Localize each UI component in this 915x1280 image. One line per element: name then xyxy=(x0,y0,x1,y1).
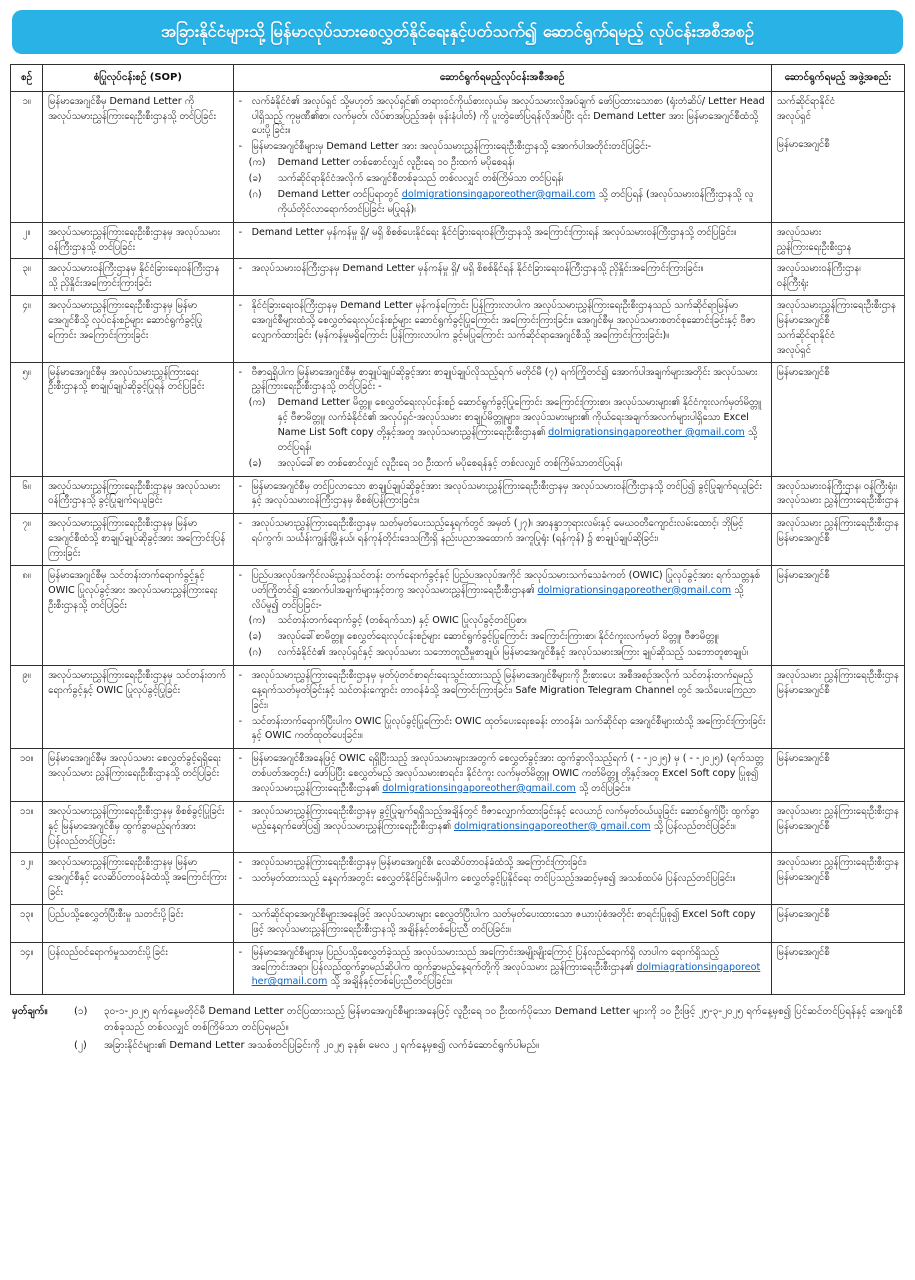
organization-cell xyxy=(771,91,904,222)
notes-label: မှတ်ချက်။ xyxy=(12,1006,48,1018)
table-row xyxy=(11,476,905,514)
text-segment: အလုပ်သမားဝန်ကြီးဌာနမှ Demand Letter မှန်ကန်မှု ရှိ/ မရှိ စိစစ်နိုင်ရန် နိုင်ငံခြားရေးဝန်ကြီးဌာနသို့ ညှိနှိုင်းအကြောင်းကြားခြင်း။ xyxy=(251,263,704,275)
item-marker: (က) xyxy=(248,615,266,627)
table-row xyxy=(11,91,905,222)
item-marker: - xyxy=(238,300,243,312)
text-segment: အလုပ်ခေါ်စာမိတ္တူ၊ စေလွှတ်ရေးလုပ်ငန်းစဉ်များ ဆောင်ရွက်ခွင့်ပြုကြောင်း အကြောင်းကြားစာ၊ နိုင်ငံကူးလက်မှတ် မိတ္တူ၊ ဗီဇာမိတ္တူ၊ xyxy=(277,631,719,643)
procedure-cell xyxy=(233,853,771,905)
text-segment: လက်ခံနိုင်ငံ၏ အလုပ်ရှင်နှင့် အလုပ်သမား သဘောတူညီမှုစာချုပ်၊ မြန်မာအေဂျင်စီနှင့် အလုပ်သမားအကြား ချုပ်ဆိုသည့် သဘောတူစာချုပ်၊ xyxy=(277,647,749,659)
text-segment: သို့ လိပ်မူ၍ တင်ပြခြင်း- xyxy=(251,584,744,611)
org-line: မြန်မာအေဂျင်စီ xyxy=(776,533,830,545)
table-row xyxy=(11,942,905,995)
header-sop: စံပြုလုပ်ငန်းစဉ် (SOP) xyxy=(43,65,233,92)
item-text xyxy=(252,226,766,241)
organization-cell xyxy=(771,853,904,905)
org-line: သက်ဆိုင်ရာနိုင်ငံ xyxy=(776,329,836,341)
item-marker: - xyxy=(238,715,243,727)
item-marker: - xyxy=(238,873,243,885)
sop-cell: အလုပ်သမားညွှန်ကြားရေးဦးစီးဌာနမှ အလုပ်သမားဝန်ကြီးဌာနသို့ တင်ပြခြင်း xyxy=(43,222,233,259)
table-row xyxy=(11,565,905,665)
text-segment: မြန်မာအေဂျင်စီများမှ ပြည်ပသို့စေလွှတ်ခဲ့သည့် အလုပ်သမားသည် အကြောင်းအမျိုးမျိုးကြောင့် ပြန်လည်ရောက်ရှိ လာပါက ရောက်ရှိသည့်အကြောင်းအရာ၊ ပြန်လည်ထွက်ခွာမည်ဆိုပါက ထွက်ခွာမည့်နေ့ရက်တို့ကို အလုပ်သမား ညွှန်ကြားရေးဦးစီးဌာန၏ xyxy=(251,946,719,973)
text-segment: သို့ ပြန်လည်တင်ပြခြင်း။ xyxy=(650,820,736,832)
item-text xyxy=(252,95,766,140)
organization-cell xyxy=(771,222,904,259)
text-segment: Demand Letter တင်ပြရာတွင် xyxy=(277,188,402,200)
procedure-item xyxy=(239,805,766,835)
procedure-cell xyxy=(233,749,771,802)
note-number: (၁) xyxy=(74,1006,88,1018)
procedure-item xyxy=(239,366,766,396)
org-line: အလုပ်သမား xyxy=(776,226,822,238)
item-text xyxy=(252,569,766,614)
item-text xyxy=(278,630,766,645)
item-marker: - xyxy=(238,95,243,107)
text-segment: Demand Letter မိတ္တူ၊ စေလွှတ်ရေးလုပ်ငန်းစဉ် ဆောင်ရွက်ခွင့်ပြုကြောင်း အကြောင်းကြားစာ၊ အလုပ်သမားများ၏ နိုင်ငံကူးလက်မှတ်မိတ္တူနှင့် ဗီဇာမိတ္တူ၊ လက်ခံနိုင်ငံ၏ အလုပ်ရှင်-အလုပ်သမား စာချုပ်မိတ္တူများ၊ အလုပ်သမားများ၏ ကိုယ်ရေးအချက်အလက်များပါရှိသော Excel Name List Soft copy တို့နှင့်အတူ အလုပ်သမားညွှန်ကြားရေးဦးစီးဌာန၏ xyxy=(277,397,762,438)
text-segment: Demand Letter တစ်စောင်လျှင် လူဦးရေ ၁၀ ဦးထက် မပိုစေရန်၊ xyxy=(277,157,515,169)
text-segment: အလုပ်သမားညွှန်ကြားရေးဦးစီးဌာနမှ ခွင့်ပြုချက်ရရှိသည့်အချိန်တွင် ဗီဇာလျှောက်ထားခြင်းနှင့် လေယာဉ် လက်မှတ်ဝယ်ယူခြင်း ဆောင်ရွက်ပြီး ထွက်ခွာမည့်နေ့ရက်ဖော်ပြ၍ အလုပ်သမားညွှန်ကြားရေးဦးစီးဌာန၏ xyxy=(251,805,760,832)
procedure-item xyxy=(239,752,766,797)
item-marker: (က) xyxy=(248,397,266,409)
serial-cell: ၆။ xyxy=(11,476,43,514)
sop-cell: အလုပ်သမားဝန်ကြီးဌာနမှ နိုင်ငံခြားရေးဝန်ကြီးဌာနသို့ ညှိနှိုင်းအကြောင်းကြားခြင်း xyxy=(43,259,233,296)
organization-cell xyxy=(771,259,904,296)
procedure-item xyxy=(239,480,766,510)
table-header-row xyxy=(11,65,905,92)
text-segment: သို့ တင်ပြခြင်း။ xyxy=(575,783,631,794)
serial-cell: ၂။ xyxy=(11,222,43,259)
item-text xyxy=(252,872,766,887)
procedure-item xyxy=(249,156,766,171)
org-line: အလုပ်သမားဝန်ကြီးဌာန၊ xyxy=(776,263,861,275)
org-line: မြန်မာအေဂျင်စီ xyxy=(776,314,830,326)
sop-cell: မြန်မာအေဂျင်စီမှ အလုပ်သမား စေလွှတ်ခွင့်ရရှိရေး အလုပ်သမား ညွှန်ကြားရေးဦးစီးဌာနသို့ တင်ပြခြင်း xyxy=(43,749,233,802)
serial-cell: ၇။ xyxy=(11,514,43,566)
item-text xyxy=(252,669,766,714)
organization-cell xyxy=(771,801,904,853)
item-marker: (ခ) xyxy=(248,631,262,643)
procedure-cell xyxy=(233,514,771,566)
item-text xyxy=(278,646,766,661)
organization-cell xyxy=(771,476,904,514)
procedure-cell xyxy=(233,476,771,514)
serial-cell: ၃။ xyxy=(11,259,43,296)
item-text xyxy=(252,856,766,871)
note-text: အခြားနိုင်ငံများ၏ Demand Letter အသစ်တင်ပြခြင်းကို ၂၀၂၅ ခုနှစ်၊ မေလ ၂ ရက်နေ့မှစ၍ လက်ခံဆောင်ရွက်ပါမည်။ xyxy=(104,1040,540,1052)
item-text xyxy=(252,366,766,396)
org-line: အလုပ်သမား ညွှန်ကြားရေးဦးစီးဌာန xyxy=(776,518,899,530)
org-line: အလုပ်သမား ညွှန်ကြားရေးဦးစီးဌာန xyxy=(776,669,899,681)
note-item xyxy=(74,1004,903,1036)
sop-cell: အလုပ်သမားညွှန်ကြားရေးဦးစီးဌာနမှ မြန်မာအေဂျင်စီသို့ လုပ်ငန်းစဉ်များ ဆောင်ရွက်ခွင့်ပြုကြောင်း အကြောင်းကြားခြင်း xyxy=(43,296,233,362)
org-line: အလုပ်သမား ညွှန်ကြားရေးဦးစီးဌာန xyxy=(776,495,899,507)
item-text xyxy=(252,715,766,745)
procedure-item xyxy=(249,646,766,661)
header-serial: စဉ် xyxy=(11,65,43,92)
org-line: မြန်မာအေဂျင်စီ xyxy=(776,753,830,765)
procedure-item xyxy=(239,299,766,344)
text-segment: မြန်မာအေဂျင်စီအနေဖြင့် OWIC ရရှိပြီးသည့် အလုပ်သမားများအတွက် စေလွှတ်ခွင့်အား ထွက်ခွာလိုသည့်ရက် ( - -၂၀၂၅) မှ ( - -၂၀၂၅) (ရက်သတ္တတစ်ပတ်အတွင်း) ဖော်ပြပြီး စေလွှတ်မည့် အလုပ်သမားစာရင်း၊ နိုင်ငံကူး လက်မှတ်မိတ္တူ၊ OWIC ကတ်မိတ္တူ တို့နှင့်အတူ Excel Soft copy ပြုစု၍ အလုပ်သမားညွှန်ကြားရေးဦးစီးဌာန၏ xyxy=(251,753,764,794)
serial-cell: ၉။ xyxy=(11,665,43,748)
serial-cell: ၁၂။ xyxy=(11,853,43,905)
org-line: အလုပ်သမားညွှန်ကြားရေးဦးစီးဌာန xyxy=(776,300,896,312)
procedure-item xyxy=(239,669,766,714)
item-marker: (ခ) xyxy=(248,173,262,185)
procedure-cell xyxy=(233,565,771,665)
procedure-item xyxy=(239,856,766,871)
note-number: (၂) xyxy=(74,1040,87,1052)
procedure-item xyxy=(239,95,766,140)
item-text xyxy=(252,262,766,277)
org-line: အလုပ်သမား ညွှန်ကြားရေးဦးစီးဌာန xyxy=(776,805,899,817)
item-text xyxy=(278,156,766,171)
table-row xyxy=(11,514,905,566)
item-marker: - xyxy=(238,805,243,817)
org-line: မြန်မာအေဂျင်စီ xyxy=(776,946,830,958)
organization-cell xyxy=(771,749,904,802)
sop-cell: အလုပ်သမားညွှန်ကြားရေးဦးစီးဌာနမှ သင်တန်းတက်ရောက်ခွင့်နှင့် OWIC ပြုလုပ်ခွင့်ပြုခြင်း xyxy=(43,665,233,748)
item-text xyxy=(252,140,766,155)
table-row xyxy=(11,296,905,362)
email-link[interactable]: dolmigrationsingaporeother@gmail.com xyxy=(537,584,732,596)
sop-cell: ပြည်ပသို့စေလွှတ်ပြီးစီးမှု သတင်းပို့ခြင်း xyxy=(43,905,233,943)
text-segment: ပြည်ပအလုပ်အကိုင်လမ်းညွှန်သင်တန်း တက်ရောက်ခွင့်နှင့် ပြည်ပအလုပ်အကိုင် အလုပ်သမားသက်သေခံကတ် (OWIC) ပြုလုပ်ခွင့်အား ရက်သတ္တနှစ်ပတ်ကြိုတင်၍ အောက်ပါအချက်များနှင့်တကွ အလုပ်သမားညွှန်ကြားရေးဦးစီးဌာန၏ xyxy=(251,569,761,596)
procedure-cell xyxy=(233,362,771,476)
item-marker: - xyxy=(238,366,243,378)
org-line: ညွှန်ကြားရေးဦးစီးဌာန xyxy=(776,241,852,253)
item-text xyxy=(252,752,766,797)
text-segment: သို့ အချိန်နှင့်တစ်ပြေးညီတင်ပြခြင်း။ xyxy=(327,976,452,988)
table-row xyxy=(11,665,905,748)
item-marker: - xyxy=(238,226,243,238)
serial-cell: ၁၁။ xyxy=(11,801,43,853)
serial-cell: ၁၄။ xyxy=(11,942,43,995)
serial-cell: ၈။ xyxy=(11,565,43,665)
sop-cell: မြန်မာအေဂျင်စီမှ အလုပ်သမားညွှန်ကြားရေးဦးစီးဌာနသို့ စာချုပ်ချုပ်ဆိုခွင့်ပြုရန် တင်ပြခြင်း xyxy=(43,362,233,476)
item-marker: - xyxy=(238,141,243,153)
procedure-item xyxy=(249,172,766,187)
org-line: မြန်မာအေဂျင်စီ xyxy=(776,820,830,832)
text-segment: အလုပ်သမားညွှန်ကြားရေးဦးစီးဌာနမှ သတ်မှတ်ပေးသည့်နေ့ရက်တွင် အမှတ် (၂၇)၊ အာနန္ဒာဘုရားလမ်းနှင့် မေဃဝတီကျောင်းလမ်းထောင့်၊ ဘိုမြင့်ရပ်ကွက်၊ သင်္ဃန်းကျွန်းမြို့နယ်၊ ရန်ကုန်တိုင်းဒေသကြီးရှိ နည်းပညာအထောက် အကူပြုရုံး (ရန်ကုန်) ၌ စာချုပ်ချုပ်ဆိုခြင်း၊ xyxy=(251,518,744,545)
org-line: ဝန်ကြီးရုံး xyxy=(776,278,809,290)
text-segment: သက်ဆိုင်ရာနိုင်ငံအလိုက် အေဂျင်စီတစ်ခုသည် တစ်လလျှင် တစ်ကြိမ်သာ တင်ပြရန်၊ xyxy=(277,173,564,185)
email-link[interactable]: dolmigrationsingaporeother @gmail.com xyxy=(548,426,745,438)
org-line: မြန်မာအေဂျင်စီ xyxy=(776,872,830,884)
item-text xyxy=(252,299,766,344)
table-row xyxy=(11,905,905,943)
item-marker: - xyxy=(238,669,243,681)
email-link[interactable]: dolmigrationsingaporeother@ gmail.com xyxy=(453,820,651,832)
table-row xyxy=(11,259,905,296)
procedure-cell xyxy=(233,91,771,222)
procedure-item xyxy=(249,457,766,472)
sop-cell: အလုပ်သမားညွှန်ကြားရေးဦးစီးဌာနမှ မြန်မာအေဂျင်စီနှင့် လေဆိပ်တာဝန်ခံထံသို့ အကြောင်းကြားခြင်း xyxy=(43,853,233,905)
org-line: မြန်မာအေဂျင်စီ xyxy=(776,909,830,921)
item-text xyxy=(278,614,766,629)
item-marker: - xyxy=(238,263,243,275)
text-segment: လက်ခံနိုင်ငံ၏ အလုပ်ရှင် သို့မဟုတ် အလုပ်ရှင်၏ တရားဝင်ကိုယ်စားလှယ်မှ အလုပ်သမားလိုအပ်ချက် ဖော်ပြထားသောစာ (ရုံးတံဆိပ်/ Letter Head ပါရှိသည့် ကုမ္ပဏီ၏စာ၊ လက်မှတ်၊ လိပ်စာအပြည့်အစုံ၊ ဖုန်းနံပါတ်) ကို ပူးတွဲဖော်ပြရန်လိုအပ်ပြီး ၎င်း Demand Letter အား မြန်မာအေဂျင်စီထံသို့ ပေးပို့ခြင်း။ xyxy=(251,95,765,137)
text-segment: အလုပ်သမားညွှန်ကြားရေးဦးစီးဌာနမှ မှတ်ပုံတင်စာရင်းရေးသွင်းထားသည့် မြန်မာအေဂျင်စီများကို ဦးစားပေး အစီအစဉ်အလိုက် သင်တန်းတက်ရမည့် နေ့ရက်သတ်မှတ်ခြင်းနှင့် သင်တန်းကျောင်း တာဝန်ခံသို့ အကြောင်းကြားခြင်း၊ Safe Migration Telegram Channel တွင် အသိပေးကြေညာခြင်း၊ xyxy=(251,669,756,711)
procedure-item xyxy=(239,262,766,277)
org-line: အလုပ်သမားဝန်ကြီးဌာန၊ ဝန်ကြီးရုံး၊ xyxy=(776,480,898,492)
item-marker: - xyxy=(238,480,243,492)
text-segment: မြန်မာအေဂျင်စီများမှ Demand Letter အား အလုပ်သမားညွှန်ကြားရေးဦးစီးဌာနသို့ အောက်ပါအတိုင်းတင်ပြခြင်း- xyxy=(251,141,652,153)
organization-cell xyxy=(771,514,904,566)
sop-table xyxy=(10,64,905,995)
org-line: မြန်မာအေဂျင်စီ xyxy=(776,366,830,378)
procedure-item xyxy=(239,946,766,991)
item-text xyxy=(252,946,766,991)
text-segment: အလုပ်သမားညွှန်ကြားရေးဦးစီးဌာနမှ မြန်မာအေဂျင်စီ၊ လေဆိပ်တာဝန်ခံထံသို့ အကြောင်းကြားခြင်း၊ xyxy=(251,857,587,869)
org-line: သက်ဆိုင်ရာနိုင်ငံ xyxy=(776,95,836,107)
procedure-item xyxy=(239,715,766,745)
item-marker: (က) xyxy=(248,157,266,169)
text-segment: သင်တန်းတက်ရောက်ပြီးပါက OWIC ပြုလုပ်ခွင့်ပြုကြောင်း OWIC ထုတ်ပေးရေးစခန်း တာဝန်ခံ၊ သက်ဆိုင်ရာ အေဂျင်စီများထံသို့ အကြောင်းကြားခြင်းနှင့် OWIC ကတ်ထုတ်ပေးခြင်း။ xyxy=(251,715,766,742)
procedure-item xyxy=(239,908,766,938)
item-marker: - xyxy=(238,753,243,765)
procedure-cell xyxy=(233,259,771,296)
item-text xyxy=(252,805,766,835)
table-row xyxy=(11,853,905,905)
procedure-item xyxy=(239,569,766,614)
note-item xyxy=(74,1038,903,1054)
item-marker: - xyxy=(238,518,243,530)
text-segment: ဗီဇာရရှိပါက မြန်မာအေဂျင်စီမှ စာချုပ်ချုပ်ဆိုခွင့်အား စာချုပ်ချုပ်လိုသည့်ရက် မတိုင်မီ (၇) ရက်ကြိုတင်၍ အောက်ပါအချက်များအတိုင်း အလုပ်သမားညွှန်ကြားရေးဦးစီးဌာနသို့ တင်ပြခြင်း - xyxy=(251,366,758,393)
organization-cell xyxy=(771,296,904,362)
procedure-item xyxy=(249,630,766,645)
procedure-cell xyxy=(233,296,771,362)
table-row xyxy=(11,222,905,259)
item-text xyxy=(278,457,766,472)
table-row xyxy=(11,362,905,476)
text-segment: မြန်မာအေဂျင်စီမှ တင်ပြလာသော စာချုပ်ချုပ်ဆိုခွင့်အား အလုပ်သမားညွှန်ကြားရေးဦးစီးဌာနမှ အလုပ်သမားဝန်ကြီးဌာနသို့ တင်ပြ၍ ခွင့်ပြုချက်ရယူခြင်းနှင့် အလုပ်သမားဝန်ကြီးဌာနမှ စိစစ်ပြန်ကြားခြင်း။ xyxy=(251,480,762,507)
text-segment: အလုပ်ခေါ်စာ တစ်စောင်လျှင် လူဦးရေ ၁၀ ဦးထက် မပိုစေရန်နှင့် တစ်လလျှင် တစ်ကြိမ်သာတင်ပြရန်၊ xyxy=(277,457,623,469)
item-marker: (ခ) xyxy=(248,457,262,469)
email-link[interactable]: dolmiagrationsingaporeother@gmail.com xyxy=(251,961,761,988)
procedure-cell xyxy=(233,665,771,748)
procedure-item xyxy=(249,188,766,218)
header-procedure: ဆောင်ရွက်ရမည့်လုပ်ငန်းအစီအစဉ် xyxy=(233,65,771,92)
text-segment: သင်တန်းတက်ရောက်ခွင့် (တစ်ရက်သာ) နှင့် OWIC ပြုလုပ်ခွင့်တင်ပြစာ၊ xyxy=(277,615,527,627)
organization-cell xyxy=(771,565,904,665)
item-text xyxy=(278,396,766,455)
procedure-cell xyxy=(233,801,771,853)
organization-cell xyxy=(771,665,904,748)
sop-cell: ပြန်လည်ဝင်ရောက်မှုသတင်းပို့ခြင်း xyxy=(43,942,233,995)
sop-cell: အလုပ်သမားညွှန်ကြားရေးဦးစီးဌာနမှ စိစစ်ခွင့်ပြုခြင်းနှင့် မြန်မာအေဂျင်စီမှ ထွက်ခွာမည့်ရက်အား ပြန်လည်တင်ပြခြင်း xyxy=(43,801,233,853)
table-row xyxy=(11,749,905,802)
procedure-item xyxy=(249,396,766,455)
item-text xyxy=(278,188,766,218)
procedure-cell xyxy=(233,222,771,259)
item-marker: - xyxy=(238,946,243,958)
table-row xyxy=(11,801,905,853)
serial-cell: ၁၀။ xyxy=(11,749,43,802)
text-segment: နိုင်ငံခြားရေးဝန်ကြီးဌာနမှ Demand Letter မှန်ကန်ကြောင်း ပြန်ကြားလာပါက အလုပ်သမားညွှန်ကြားရေးဦးစီးဌာနသည် သက်ဆိုင်ရာမြန်မာအေဂျင်စီများထံသို့ စေလွှတ်ရေးလုပ်ငန်းစဉ်များ ဆောင်ရွက်ခွင့်ပြုကြောင်း အကြောင်းကြားခြင်း။ အေဂျင်စီမှ အလုပ်သမားစတင်စုဆောင်းခြင်းနှင့် ဗီဇာလျှောက်ထားခြင်း (မှန်ကန်မှုမရှိကြောင်း ပြန်ကြားလာပါက ခွင့်မပြုကြောင်း သက်ဆိုင်ရာအေဂျင်စီသို့ အကြောင်းကြားခြင်း)။ xyxy=(251,300,756,341)
sop-cell: အလုပ်သမားညွှန်ကြားရေးဦးစီးဌာနမှ မြန်မာအေဂျင်စီထံသို့ စာချုပ်ချုပ်ဆိုခွင့်အား အကြောင်းပြန်ကြားခြင်း xyxy=(43,514,233,566)
item-marker: - xyxy=(238,909,243,921)
note-text: ၃၀-၁-၂၀၂၅ ရက်နေ့မတိုင်မီ Demand Letter တင်ပြထားသည့် မြန်မာအေဂျင်စီများအနေဖြင့် လူဦးရေ ၁၀ ဦးထက်ပိုသော Demand Letter များကို ၁၀ ဦးဖြင့် ၂၅-၃-၂၀၂၅ ရက်နေ့မှစ၍ ပြင်ဆင်တင်ပြရန်နှင့် အေဂျင်စီတစ်ခုသည် တစ်လလျှင် တစ်ကြိမ်သာ တင်ပြရမည်။ xyxy=(104,1006,903,1034)
header-organization: ဆောင်ရွက်ရမည့် အဖွဲ့အစည်း xyxy=(771,65,904,92)
item-text xyxy=(252,517,766,547)
serial-cell: ၄။ xyxy=(11,296,43,362)
item-marker: (ဂ) xyxy=(248,188,262,200)
text-segment: သက်ဆိုင်ရာအေဂျင်စီများအနေဖြင့် အလုပ်သမားများ စေလွှတ်ပြီးပါက သတ်မှတ်ပေးထားသော ဇယားပုံစံအတိုင်း စာရင်းပြုစု၍ Excel Soft copy ဖြင့် အလုပ်သမားညွှန်ကြားရေးဦးစီးဌာနသို့ အချိန်နှင့်တစ်ပြေးညီ တင်ပြခြင်း။ xyxy=(251,909,756,935)
org-line: မြန်မာအေဂျင်စီ xyxy=(776,684,830,696)
email-link[interactable]: dolmigrationsingaporeother@gmail.com xyxy=(401,188,596,200)
item-marker: (ဂ) xyxy=(248,647,262,659)
sop-cell: မြန်မာအေဂျင်စီမှ သင်တန်းတက်ရောက်ခွင့်နှင့် OWIC ပြုလုပ်ခွင့်အား အလုပ်သမားညွှန်ကြားရေးဦးစီးဌာနသို့ တင်ပြခြင်း xyxy=(43,565,233,665)
procedure-item xyxy=(239,226,766,241)
sop-cell: မြန်မာအေဂျင်စီမှ Demand Letter ကို အလုပ်သမားညွှန်ကြားရေးဦးစီးဌာနသို့ တင်ပြခြင်း xyxy=(43,91,233,222)
email-link[interactable]: dolmigrationsingaporeother@gmail.com xyxy=(382,783,576,794)
procedure-item xyxy=(239,872,766,887)
organization-cell xyxy=(771,942,904,995)
item-text xyxy=(252,908,766,938)
procedure-cell xyxy=(233,942,771,995)
item-marker: - xyxy=(238,857,243,869)
procedure-item xyxy=(239,517,766,547)
procedure-item xyxy=(249,614,766,629)
org-line: မြန်မာအေဂျင်စီ xyxy=(776,139,830,151)
text-segment: သို့ တင်ပြရန် (အလုပ်သမားဝန်ကြီးဌာနသို့ လူကိုယ်တိုင်လာရောက်တင်ပြခြင်း မပြုရန်)၊ xyxy=(277,188,754,215)
text-segment: သတ်မှတ်ထားသည့် နေ့ရက်အတွင်း စေလွှတ်နိုင်ခြင်းမရှိပါက စေလွှတ်ခွင့်ပြုနိုင်ရေး တင်ပြသည့်အဆင့်မှစ၍ အသစ်ထပ်မံ ပြန်လည်တင်ပြခြင်း။ xyxy=(251,873,736,885)
serial-cell: ၅။ xyxy=(11,362,43,476)
procedure-item xyxy=(239,140,766,155)
item-marker: - xyxy=(238,569,243,581)
page-title: အခြားနိုင်ငံများသို့ မြန်မာလုပ်သားစေလွှတ်နိုင်ရေးနှင့်ပတ်သက်၍ ဆောင်ရွက်ရမည့် လုပ်ငန်းအစီအစဉ် xyxy=(12,10,903,54)
organization-cell xyxy=(771,905,904,943)
procedure-cell xyxy=(233,905,771,943)
org-line: အလုပ်သမား ညွှန်ကြားရေးဦးစီးဌာန xyxy=(776,857,899,869)
sop-cell: အလုပ်သမားညွှန်ကြားရေးဦးစီးဌာနမှ အလုပ်သမားဝန်ကြီးဌာနသို့ ခွင့်ပြုချက်ရယူခြင်း xyxy=(43,476,233,514)
org-spacer xyxy=(777,124,899,138)
footer-notes xyxy=(10,1004,905,1056)
organization-cell xyxy=(771,362,904,476)
serial-cell: ၁၃။ xyxy=(11,905,43,943)
item-text xyxy=(278,172,766,187)
org-line: အလုပ်ရှင် xyxy=(776,110,811,122)
text-segment: Demand Letter မှန်ကန်မှု ရှိ/ မရှိ စိစစ်ပေးနိုင်ရေး နိုင်ငံခြားရေးဝန်ကြီးဌာနသို့ အကြောင်းကြားရန် အလုပ်သမားဝန်ကြီးဌာနသို့ တင်ပြခြင်း။ xyxy=(251,226,737,238)
serial-cell: ၁။ xyxy=(11,91,43,222)
text-segment: သို့ တင်ပြရန်၊ xyxy=(277,426,758,453)
org-line: အလုပ်ရှင် xyxy=(776,344,811,356)
item-text xyxy=(252,480,766,510)
org-line: မြန်မာအေဂျင်စီ xyxy=(776,569,830,581)
